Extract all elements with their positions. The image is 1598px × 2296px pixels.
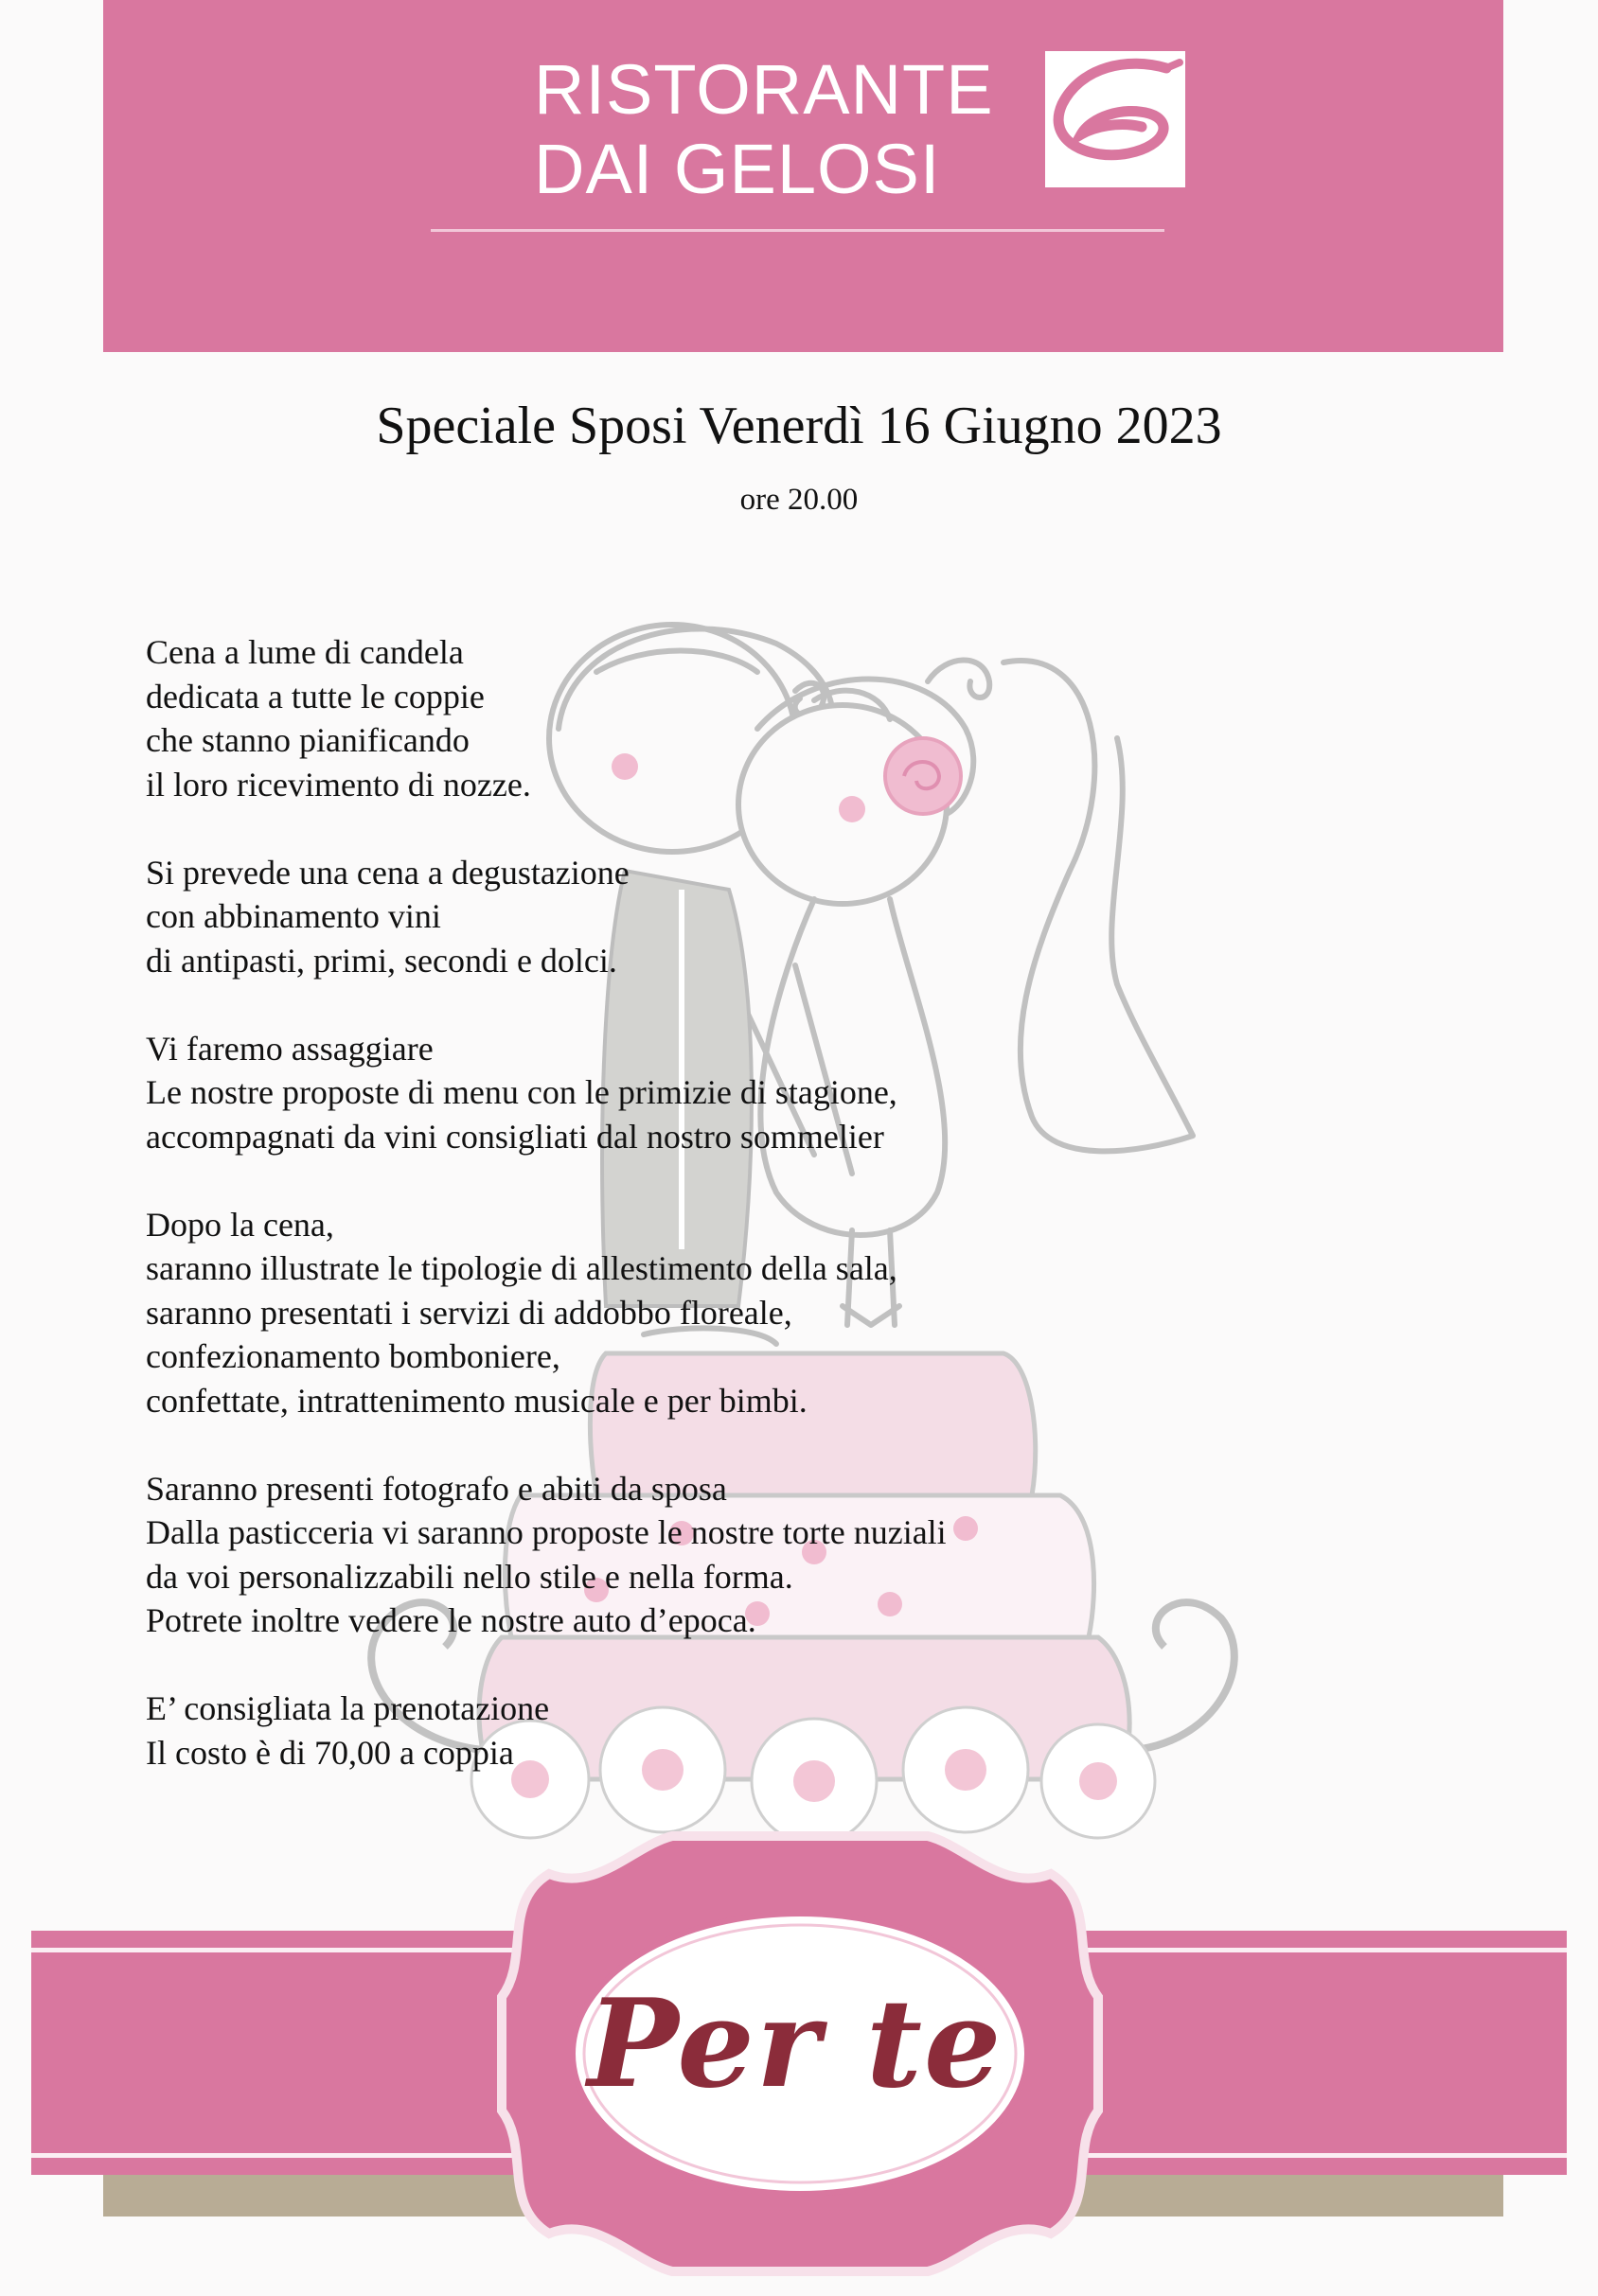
paragraph-extras bbox=[146, 1467, 1234, 1643]
paragraph-dinner bbox=[146, 851, 1234, 983]
text-line: saranno illustrate le tipologie di allestimento della sala, bbox=[146, 1249, 897, 1287]
text-line: Dopo la cena, bbox=[146, 1205, 334, 1244]
text-line: che stanno pianificando bbox=[146, 721, 470, 759]
text-line: E’ consigliata la prenotazione bbox=[146, 1689, 550, 1727]
event-description bbox=[146, 630, 1234, 1819]
text-line: confettate, intrattenimento musicale e per bimbi. bbox=[146, 1381, 808, 1420]
text-line: Il costo è di 70,00 a coppia bbox=[146, 1733, 514, 1772]
header-band bbox=[103, 0, 1503, 352]
logo-line-1: RISTORANTE bbox=[534, 50, 994, 129]
text-line: Potrete inoltre vedere le nostre auto d’epoca. bbox=[146, 1601, 756, 1639]
text-line: Saranno presenti fotografo e abiti da sposa bbox=[146, 1469, 727, 1508]
text-line: di antipasti, primi, secondi e dolci. bbox=[146, 941, 617, 980]
text-line: saranno presentati i servizi di addobbo floreale, bbox=[146, 1293, 792, 1332]
text-line: confezionamento bomboniere, bbox=[146, 1337, 560, 1375]
text-line: Vi faremo assaggiare bbox=[146, 1029, 434, 1068]
text-line: accompagnati da vini consigliati dal nostro sommelier bbox=[146, 1117, 884, 1156]
event-title: Speciale Sposi Venerdì 16 Giugno 2023 bbox=[376, 397, 1222, 455]
paragraph-tasting bbox=[146, 1027, 1234, 1159]
paragraph-intro bbox=[146, 630, 1234, 806]
restaurant-logo bbox=[534, 47, 1197, 208]
text-line: Dalla pasticceria vi saranno proposte le nostre torte nuziali bbox=[146, 1513, 947, 1551]
paragraph-booking bbox=[146, 1687, 1234, 1775]
logo-line-2: DAI GELOSI bbox=[534, 130, 941, 208]
text-line: Cena a lume di candela bbox=[146, 633, 464, 671]
text-line: Si prevede una cena a degustazione bbox=[146, 853, 630, 892]
header-divider bbox=[431, 229, 1164, 232]
paragraph-after-dinner bbox=[146, 1203, 1234, 1423]
event-time: ore 20.00 bbox=[739, 483, 859, 517]
badge-text: Per te bbox=[587, 1973, 1003, 2115]
text-line: con abbinamento vini bbox=[146, 897, 441, 935]
text-line: dedicata a tutte le coppie bbox=[146, 677, 485, 715]
text-line: Le nostre proposte di menu con le primizie di stagione, bbox=[146, 1073, 897, 1111]
restaurant-logo-icon bbox=[1024, 47, 1191, 191]
text-line: il loro ricevimento di nozze. bbox=[146, 765, 531, 804]
text-line: da voi personalizzabili nello stile e nella forma. bbox=[146, 1557, 793, 1596]
